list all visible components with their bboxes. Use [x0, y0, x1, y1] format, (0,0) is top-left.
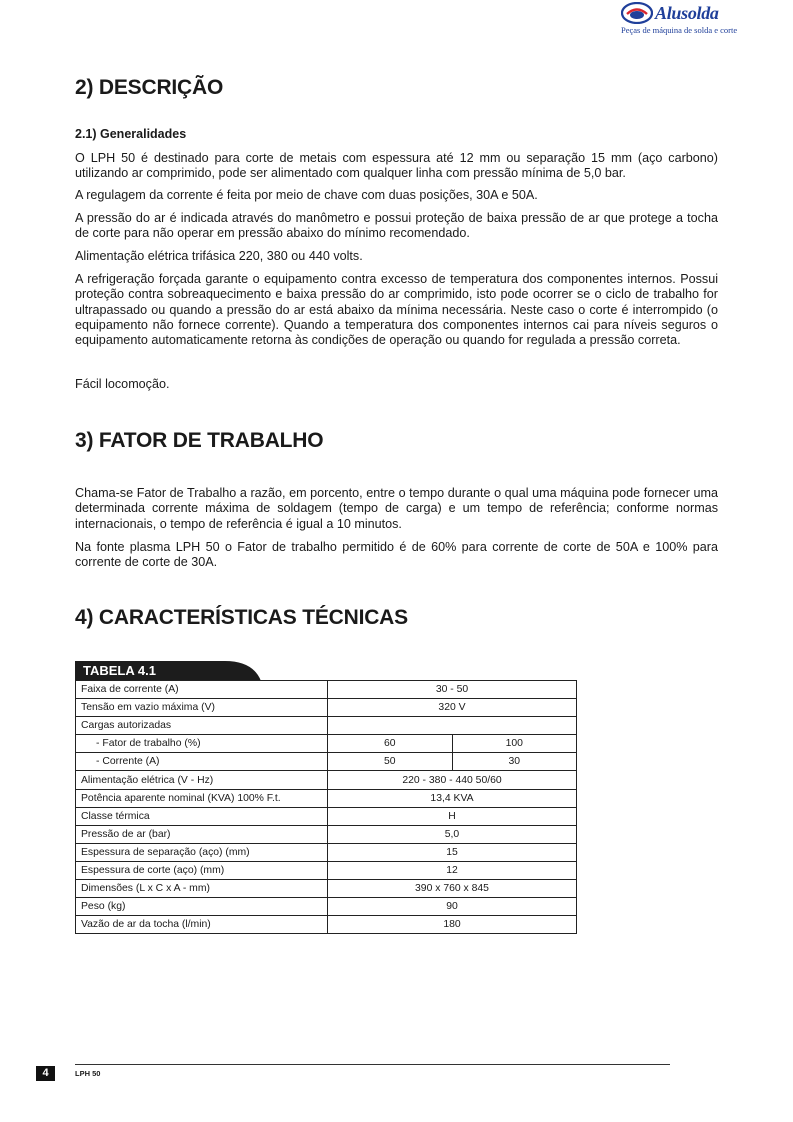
row-label: Classe térmica: [76, 807, 328, 825]
section-3-paragraph: Na fonte plasma LPH 50 o Fator de trabalho permitido é de 60% para corrente de corte de 50A e 100% para corrente de corte de 30A.: [75, 540, 718, 570]
row-label: Vazão de ar da tocha (l/min): [76, 916, 328, 934]
table-row: [76, 916, 577, 934]
section-2-paragraph: O LPH 50 é destinado para corte de metais com espessura até 12 mm ou separação 15 mm (aço carbono) utilizando ar comprimido, pode ser alimentado com qualquer linha com pressão mínima de 5,0 bar.: [75, 151, 718, 181]
page-number: 4: [36, 1066, 55, 1081]
logo-tagline: Peças de máquina de solda e corte: [621, 25, 738, 35]
row-value: H: [328, 807, 577, 825]
section-4-heading: 4) CARACTERÍSTICAS TÉCNICAS: [75, 606, 408, 629]
table-row: [76, 771, 577, 789]
section-2-paragraph: Fácil locomoção.: [75, 377, 170, 391]
table-row: [76, 861, 577, 879]
row-value: 13,4 KVA: [328, 789, 577, 807]
row-label: - Fator de trabalho (%): [76, 735, 328, 753]
table-title: TABELA 4.1: [83, 663, 156, 678]
row-value: 180: [328, 916, 577, 934]
table-title-tab: [75, 661, 261, 681]
row-value-empty: [328, 717, 577, 735]
table-row: [76, 825, 577, 843]
row-label: Pressão de ar (bar): [76, 825, 328, 843]
table-row: [76, 735, 577, 753]
footer-divider: [75, 1064, 670, 1065]
section-2-paragraph: A pressão do ar é indicada através do manômetro e possui proteção de baixa pressão de ar que protege a tocha de corte para não operar em pressão abaixo do mínimo recomendado.: [75, 211, 718, 241]
table-row: [76, 753, 577, 771]
alusolda-logo: [621, 2, 738, 42]
section-3-paragraph: Chama-se Fator de Trabalho a razão, em porcento, entre o tempo durante o qual uma máquina pode fornecer uma determinada corrente máxima de soldagem (tempo de carga) e um tempo de referência; conforme normas internacionais, o tempo de referência é igual a 10 minutos.: [75, 486, 718, 531]
row-value: 220 - 380 - 440 50/60: [328, 771, 577, 789]
row-value: 15: [328, 843, 577, 861]
section-2-paragraph: A refrigeração forçada garante o equipamento contra excesso de temperatura dos componentes internos. Possui proteção contra sobreaquecimento e baixa pressão do ar comprimido, isto pode ocorrer se o ciclo de trabalho for ultrapassado ou quando a pressão do ar está abaixo da mínima necessária. Neste caso o corte é interrompido (o equipamento não fornece corrente). Quando a temperatura dos componentes internos cai para níveis seguros o equipamento automaticamente retorna às condições de operação ou quando for regulada a pressão correta.: [75, 272, 718, 348]
row-value: 60: [328, 735, 453, 753]
row-label: Espessura de separação (aço) (mm): [76, 843, 328, 861]
table-row: [76, 717, 577, 735]
table-row: [76, 699, 577, 717]
row-label: Alimentação elétrica (V - Hz): [76, 771, 328, 789]
logo-wordmark: Alusolda: [655, 2, 719, 23]
row-label: Cargas autorizadas: [76, 717, 328, 735]
section-2-heading: 2) DESCRIÇÃO: [75, 76, 224, 99]
alusolda-emblem-icon: [621, 2, 653, 24]
row-label: Peso (kg): [76, 898, 328, 916]
row-label: Faixa de corrente (A): [76, 681, 328, 699]
row-label: Espessura de corte (aço) (mm): [76, 861, 328, 879]
table-row: [76, 789, 577, 807]
row-value: 90: [328, 898, 577, 916]
specifications-table: [75, 680, 577, 934]
table-row: [76, 807, 577, 825]
row-label: Tensão em vazio máxima (V): [76, 699, 328, 717]
footer-document-name: LPH 50: [75, 1069, 101, 1078]
row-value: 5,0: [328, 825, 577, 843]
row-label: Dimensões (L x C x A - mm): [76, 880, 328, 898]
table-row: [76, 681, 577, 699]
row-value: 12: [328, 861, 577, 879]
row-label: Potência aparente nominal (KVA) 100% F.t.: [76, 789, 328, 807]
row-label: - Corrente (A): [76, 753, 328, 771]
row-value: 30: [452, 753, 577, 771]
row-value: 320 V: [328, 699, 577, 717]
row-value: 390 x 760 x 845: [328, 880, 577, 898]
section-2-paragraph: A regulagem da corrente é feita por meio de chave com duas posições, 30A e 50A.: [75, 188, 538, 202]
section-2-paragraph: Alimentação elétrica trifásica 220, 380 ou 440 volts.: [75, 249, 363, 263]
section-2-1-subheading: 2.1) Generalidades: [75, 127, 187, 141]
row-value: 100: [452, 735, 577, 753]
row-value: 30 - 50: [328, 681, 577, 699]
section-3-heading: 3) FATOR DE TRABALHO: [75, 429, 324, 452]
table-row: [76, 843, 577, 861]
table-row: [76, 880, 577, 898]
row-value: 50: [328, 753, 453, 771]
table-row: [76, 898, 577, 916]
